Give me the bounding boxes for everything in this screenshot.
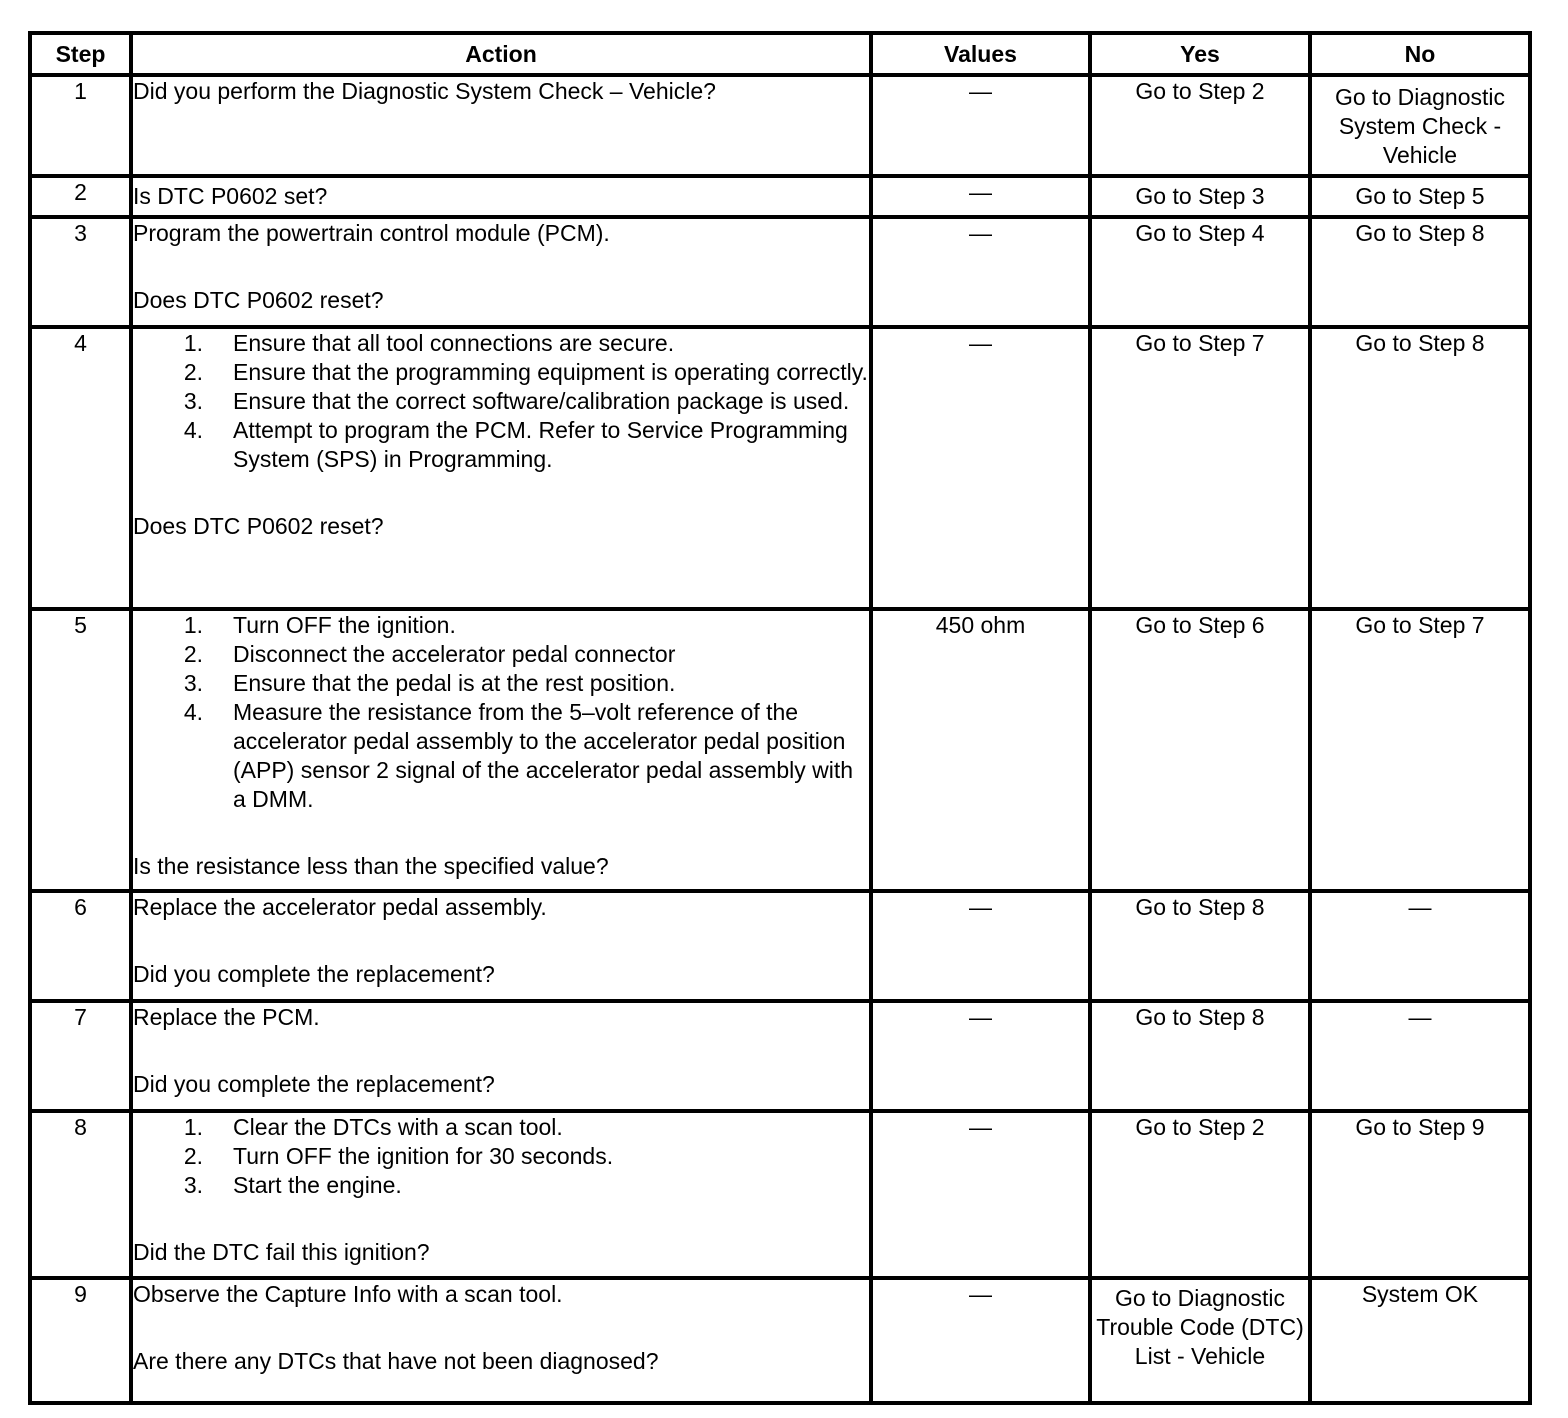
list-item: 2. Disconnect the accelerator pedal connector [183, 641, 676, 667]
list-item: 3. Ensure that the correct software/calibration package is used. [183, 388, 850, 414]
yes-cell: Go to Step 6 [1090, 609, 1310, 891]
no-cell: Go to Step 8 [1310, 327, 1530, 609]
header-values: Values [871, 33, 1090, 75]
yes-cell: Go to Step 4 [1090, 217, 1310, 327]
action-steps-list [133, 329, 869, 474]
header-row [30, 33, 1530, 75]
values-cell: — [871, 1001, 1090, 1111]
action-cell [131, 1111, 871, 1278]
no-cell: Go to Step 5 [1310, 176, 1530, 217]
step-number: 6 [30, 891, 131, 1001]
action-text: Did you perform the Diagnostic System Check – Vehicle? [133, 78, 716, 104]
list-item: 4. Measure the resistance from the 5–volt reference of the accelerator pedal assembly to the accelerator pedal position (APP) sensor 2 signal of the accelerator pedal assembly with a DMM. [183, 699, 854, 812]
values-cell: 450 ohm [871, 609, 1090, 891]
list-item: 3. Ensure that the pedal is at the rest position. [183, 670, 676, 696]
values-cell: — [871, 217, 1090, 327]
action-question: Does DTC P0602 reset? [133, 513, 384, 539]
yes-cell: Go to Step 3 [1090, 176, 1310, 217]
table-row [30, 327, 1530, 609]
table-row [30, 217, 1530, 327]
no-cell: System OK [1310, 1278, 1530, 1403]
no-cell: — [1310, 1001, 1530, 1111]
header-action: Action [131, 33, 871, 75]
list-item: 1. Ensure that all tool connections are secure. [183, 330, 675, 356]
action-question: Is the resistance less than the specified value? [133, 853, 609, 879]
action-text: Replace the PCM. [133, 1004, 320, 1030]
action-question: Did the DTC fail this ignition? [133, 1239, 430, 1265]
action-cell [131, 1001, 871, 1111]
yes-cell: Go to Diagnostic Trouble Code (DTC) List - Vehicle [1090, 1278, 1310, 1403]
step-number: 7 [30, 1001, 131, 1111]
list-item: 1. Clear the DTCs with a scan tool. [183, 1114, 563, 1140]
action-cell [131, 176, 871, 217]
values-cell: — [871, 327, 1090, 609]
table-row [30, 1111, 1530, 1278]
step-number: 1 [30, 75, 131, 176]
yes-cell: Go to Step 7 [1090, 327, 1310, 609]
action-cell [131, 609, 871, 891]
action-cell [131, 75, 871, 176]
values-cell: — [871, 176, 1090, 217]
action-question: Are there any DTCs that have not been diagnosed? [133, 1348, 659, 1374]
table-row [30, 176, 1530, 217]
action-cell [131, 891, 871, 1001]
action-question: Did you complete the replacement? [133, 1071, 495, 1097]
action-text: Observe the Capture Info with a scan tool. [133, 1281, 563, 1307]
action-question: Did you complete the replacement? [133, 961, 495, 987]
action-text: Replace the accelerator pedal assembly. [133, 894, 547, 920]
action-cell [131, 217, 871, 327]
list-item: 2. Ensure that the programming equipment is operating correctly. [183, 359, 868, 385]
no-cell: — [1310, 891, 1530, 1001]
table-row [30, 1001, 1530, 1111]
values-cell: — [871, 75, 1090, 176]
yes-cell: Go to Step 8 [1090, 1001, 1310, 1111]
step-number: 5 [30, 609, 131, 891]
list-item: 4. Attempt to program the PCM. Refer to Service Programming System (SPS) in Programming. [183, 417, 848, 472]
no-cell: Go to Step 9 [1310, 1111, 1530, 1278]
values-cell: — [871, 1111, 1090, 1278]
action-text: Is DTC P0602 set? [133, 183, 328, 209]
action-cell [131, 1278, 871, 1403]
no-cell: Go to Diagnostic System Check - Vehicle [1310, 75, 1530, 176]
values-cell: — [871, 1278, 1090, 1403]
step-number: 4 [30, 327, 131, 609]
step-number: 3 [30, 217, 131, 327]
no-cell: Go to Step 8 [1310, 217, 1530, 327]
yes-cell: Go to Step 2 [1090, 75, 1310, 176]
header-step: Step [30, 33, 131, 75]
list-item: 1. Turn OFF the ignition. [183, 612, 456, 638]
step-number: 8 [30, 1111, 131, 1278]
table-row [30, 75, 1530, 176]
action-question: Does DTC P0602 reset? [133, 287, 384, 313]
action-cell [131, 327, 871, 609]
table-row [30, 891, 1530, 1001]
yes-cell: Go to Step 8 [1090, 891, 1310, 1001]
no-cell: Go to Step 7 [1310, 609, 1530, 891]
step-number: 9 [30, 1278, 131, 1403]
list-item: 2. Turn OFF the ignition for 30 seconds. [183, 1143, 614, 1169]
values-cell: — [871, 891, 1090, 1001]
yes-cell: Go to Step 2 [1090, 1111, 1310, 1278]
header-yes: Yes [1090, 33, 1310, 75]
diagnostic-table [28, 31, 1532, 1405]
list-item: 3. Start the engine. [183, 1172, 402, 1198]
action-text: Program the powertrain control module (PCM). [133, 220, 610, 246]
table-row [30, 1278, 1530, 1403]
action-steps-list [133, 1113, 869, 1200]
table-row [30, 609, 1530, 891]
action-steps-list [133, 611, 869, 814]
header-no: No [1310, 33, 1530, 75]
step-number: 2 [30, 176, 131, 217]
